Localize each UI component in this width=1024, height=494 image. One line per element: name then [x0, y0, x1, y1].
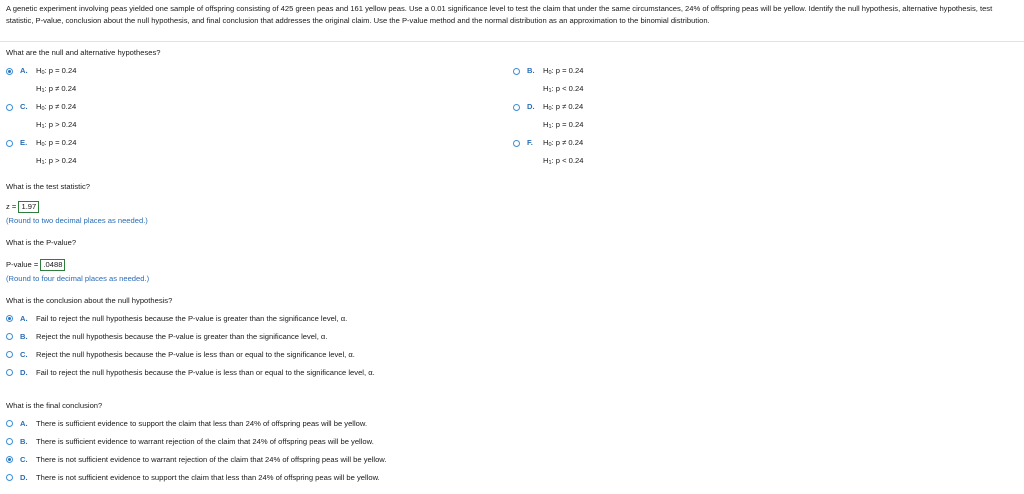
final-conclusion-option-letter: D. [20, 473, 28, 482]
hypothesis-option-text[interactable]: H0: p = 0.24 H1: p < 0.24 [543, 66, 584, 94]
h0-value: p ≠ 0.24 [48, 102, 77, 111]
h0-symbol: H [543, 138, 549, 147]
h0-subscript: 0 [41, 142, 45, 148]
question-test-statistic: What is the test statistic? [6, 182, 90, 191]
h0-symbol: H [36, 102, 42, 111]
null-conclusion-option-letter: C. [20, 350, 28, 359]
p-value-note: (Round to four decimal places as needed.) [6, 274, 150, 283]
p-value-label: P-value = [6, 260, 39, 269]
hypothesis-option-text[interactable]: H0: p ≠ 0.24 H1: p > 0.24 [36, 102, 77, 130]
h1-symbol: H [543, 84, 549, 93]
hypothesis-option-radio[interactable] [513, 68, 520, 75]
h0-value: p = 0.24 [48, 66, 77, 75]
hypothesis-option-radio[interactable] [6, 68, 13, 75]
hypothesis-option-letter: F. [527, 138, 533, 147]
h1-symbol: H [36, 120, 42, 129]
test-statistic-input[interactable]: 1.97 [18, 201, 39, 213]
h0-subscript: 0 [548, 106, 552, 112]
hypothesis-option-radio[interactable] [513, 104, 520, 111]
h0-symbol: H [36, 138, 42, 147]
hypothesis-option-radio[interactable] [513, 140, 520, 147]
h1-subscript: 1 [548, 124, 552, 130]
h1-subscript: 1 [41, 124, 45, 130]
hypothesis-option-text[interactable]: H0: p ≠ 0.24 H1: p < 0.24 [543, 138, 584, 166]
p-value-input[interactable]: .0488 [40, 259, 65, 271]
null-conclusion-option-letter: D. [20, 368, 28, 377]
null-conclusion-option-text[interactable]: Reject the null hypothesis because the P-value is less than or equal to the significance level, α. [36, 350, 355, 359]
h1-subscript: 1 [548, 88, 552, 94]
h0-subscript: 0 [548, 70, 552, 76]
hypothesis-option-letter: B. [527, 66, 535, 75]
h0-subscript: 0 [548, 142, 552, 148]
problem-statement: A genetic experiment involving peas yielded one sample of offspring consisting of 425 green peas and 161 yellow peas. Use a 0.01 significance level to test the claim that under the same circumstances, 24% of offspring peas will be yellow. Identify the null hypothesis, alternative hypothesis, test statistic, P-value, conclusion about the null hypothesis, and final conclusion that addresses the original claim. Use the P-value method and the normal distribution as an approximation to the binomial distribution. [6, 4, 993, 25]
h0-value: p ≠ 0.24 [555, 102, 584, 111]
hypothesis-option-radio[interactable] [6, 140, 13, 147]
h1-value: p < 0.24 [555, 156, 584, 165]
h0-subscript: 0 [41, 70, 45, 76]
null-conclusion-option-text[interactable]: Reject the null hypothesis because the P-value is greater than the significance level, α. [36, 332, 328, 341]
final-conclusion-option-text[interactable]: There is sufficient evidence to warrant rejection of the claim that 24% of offspring peas will be yellow. [36, 437, 374, 446]
hypothesis-option-radio[interactable] [6, 104, 13, 111]
question-p-value: What is the P-value? [6, 238, 77, 247]
null-conclusion-option-radio[interactable] [6, 369, 13, 376]
hypothesis-option-text[interactable]: H0: p ≠ 0.24 H1: p = 0.24 [543, 102, 584, 130]
final-conclusion-option-radio[interactable] [6, 474, 13, 481]
null-conclusion-option-text[interactable]: Fail to reject the null hypothesis because the P-value is greater than the significance level, α. [36, 314, 348, 323]
final-conclusion-option-text[interactable]: There is sufficient evidence to support the claim that less than 24% of offspring peas will be yellow. [36, 419, 368, 428]
hypothesis-option-letter: E. [20, 138, 28, 147]
h1-symbol: H [36, 156, 42, 165]
divider [0, 41, 1024, 42]
hypothesis-option-letter: D. [527, 102, 535, 111]
h0-value: p = 0.24 [48, 138, 77, 147]
hypothesis-option-text[interactable]: H0: p = 0.24 H1: p > 0.24 [36, 138, 77, 166]
h1-subscript: 1 [548, 160, 552, 166]
final-conclusion-option-radio[interactable] [6, 438, 13, 445]
h0-value: p = 0.24 [555, 66, 584, 75]
null-conclusion-option-text[interactable]: Fail to reject the null hypothesis because the P-value is less than or equal to the significance level, α. [36, 368, 375, 377]
final-conclusion-option-text[interactable]: There is not sufficient evidence to support the claim that less than 24% of offspring peas will be yellow. [36, 473, 380, 482]
h0-value: p ≠ 0.24 [555, 138, 584, 147]
h1-symbol: H [36, 84, 42, 93]
null-conclusion-option-letter: B. [20, 332, 28, 341]
null-conclusion-option-radio[interactable] [6, 333, 13, 340]
final-conclusion-option-letter: B. [20, 437, 28, 446]
question-null-conclusion: What is the conclusion about the null hypothesis? [6, 296, 173, 305]
h1-symbol: H [543, 120, 549, 129]
h1-subscript: 1 [41, 160, 45, 166]
hypothesis-option-letter: C. [20, 102, 28, 111]
test-statistic-note: (Round to two decimal places as needed.) [6, 216, 148, 225]
final-conclusion-option-letter: C. [20, 455, 28, 464]
h0-symbol: H [543, 66, 549, 75]
h1-symbol: H [543, 156, 549, 165]
question-hypotheses: What are the null and alternative hypotheses? [6, 48, 161, 57]
hypothesis-option-text[interactable]: H0: p = 0.24 H1: p ≠ 0.24 [36, 66, 77, 94]
null-conclusion-option-radio[interactable] [6, 315, 13, 322]
h1-value: p = 0.24 [555, 120, 584, 129]
test-statistic-row [6, 201, 39, 213]
final-conclusion-option-radio[interactable] [6, 420, 13, 427]
final-conclusion-option-radio[interactable] [6, 456, 13, 463]
null-conclusion-option-radio[interactable] [6, 351, 13, 358]
h1-subscript: 1 [41, 88, 45, 94]
h1-value: p > 0.24 [48, 120, 77, 129]
h0-subscript: 0 [41, 106, 45, 112]
null-conclusion-option-letter: A. [20, 314, 28, 323]
h0-symbol: H [543, 102, 549, 111]
test-statistic-label: z = [6, 202, 17, 211]
hypothesis-option-letter: A. [20, 66, 28, 75]
h1-value: p < 0.24 [555, 84, 584, 93]
final-conclusion-option-letter: A. [20, 419, 28, 428]
final-conclusion-option-text[interactable]: There is not sufficient evidence to warrant rejection of the claim that 24% of offspring peas will be yellow. [36, 455, 387, 464]
p-value-row [6, 259, 65, 271]
h0-symbol: H [36, 66, 42, 75]
h1-value: p ≠ 0.24 [48, 84, 77, 93]
h1-value: p > 0.24 [48, 156, 77, 165]
question-final-conclusion: What is the final conclusion? [6, 401, 103, 410]
